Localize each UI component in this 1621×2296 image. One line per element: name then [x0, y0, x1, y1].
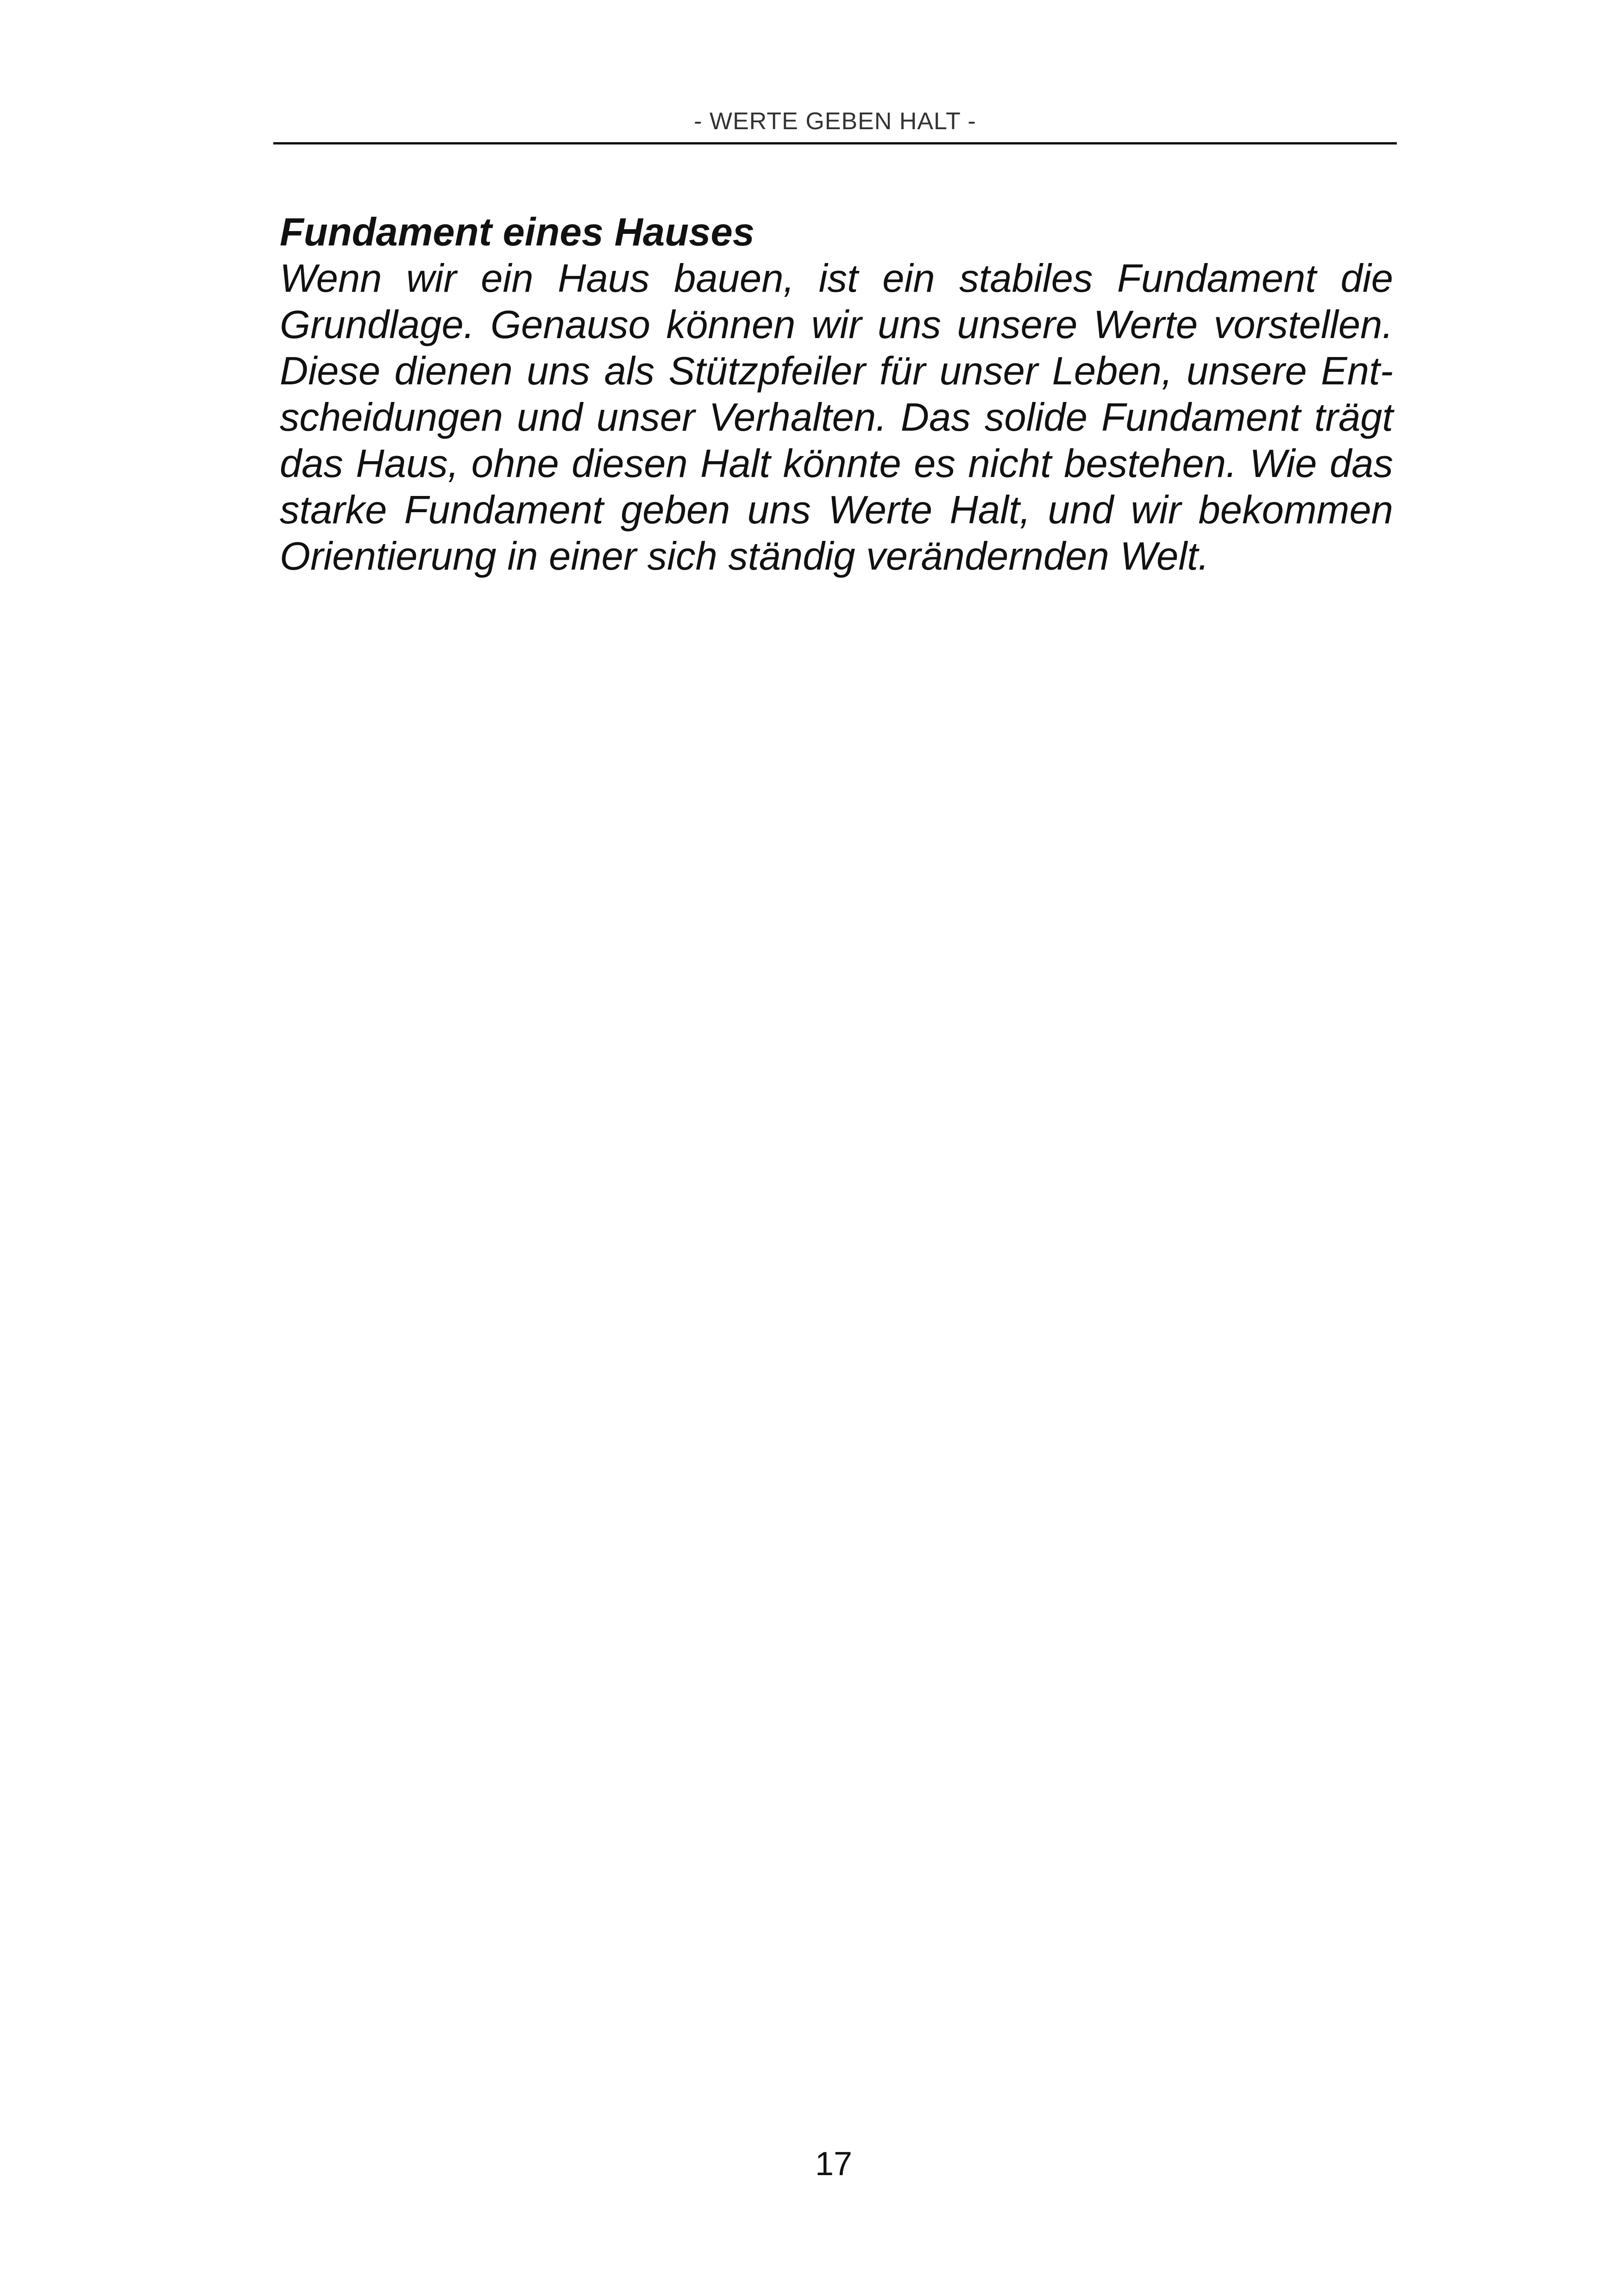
section-body — [280, 256, 1393, 580]
section-title: Fundament eines Hauses — [280, 210, 755, 254]
section — [280, 209, 1393, 580]
body-line: starke Fundament geben uns Werte Halt, und wir bekommen — [280, 488, 1393, 532]
body-line: scheidungen und unser Verhalten. Das solide Fundament trägt — [280, 395, 1393, 439]
body-line: Wenn wir ein Haus bauen, ist ein stabiles Fundament die — [280, 257, 1393, 301]
header-rule — [273, 142, 1397, 144]
page-number: 17 — [815, 2145, 853, 2183]
body-line: Diese dienen uns als Stützpfeiler für unser Leben, unsere Ent- — [280, 349, 1393, 393]
running-header: - WERTE GEBEN HALT - — [694, 108, 976, 135]
body-line: Grundlage. Genauso können wir uns unsere Werte vorstellen. — [280, 303, 1393, 347]
body-line: das Haus, ohne diesen Halt könnte es nicht bestehen. Wie das — [280, 442, 1393, 486]
body-line: Orientierung in einer sich ständig verändernden Welt. — [280, 534, 1209, 578]
